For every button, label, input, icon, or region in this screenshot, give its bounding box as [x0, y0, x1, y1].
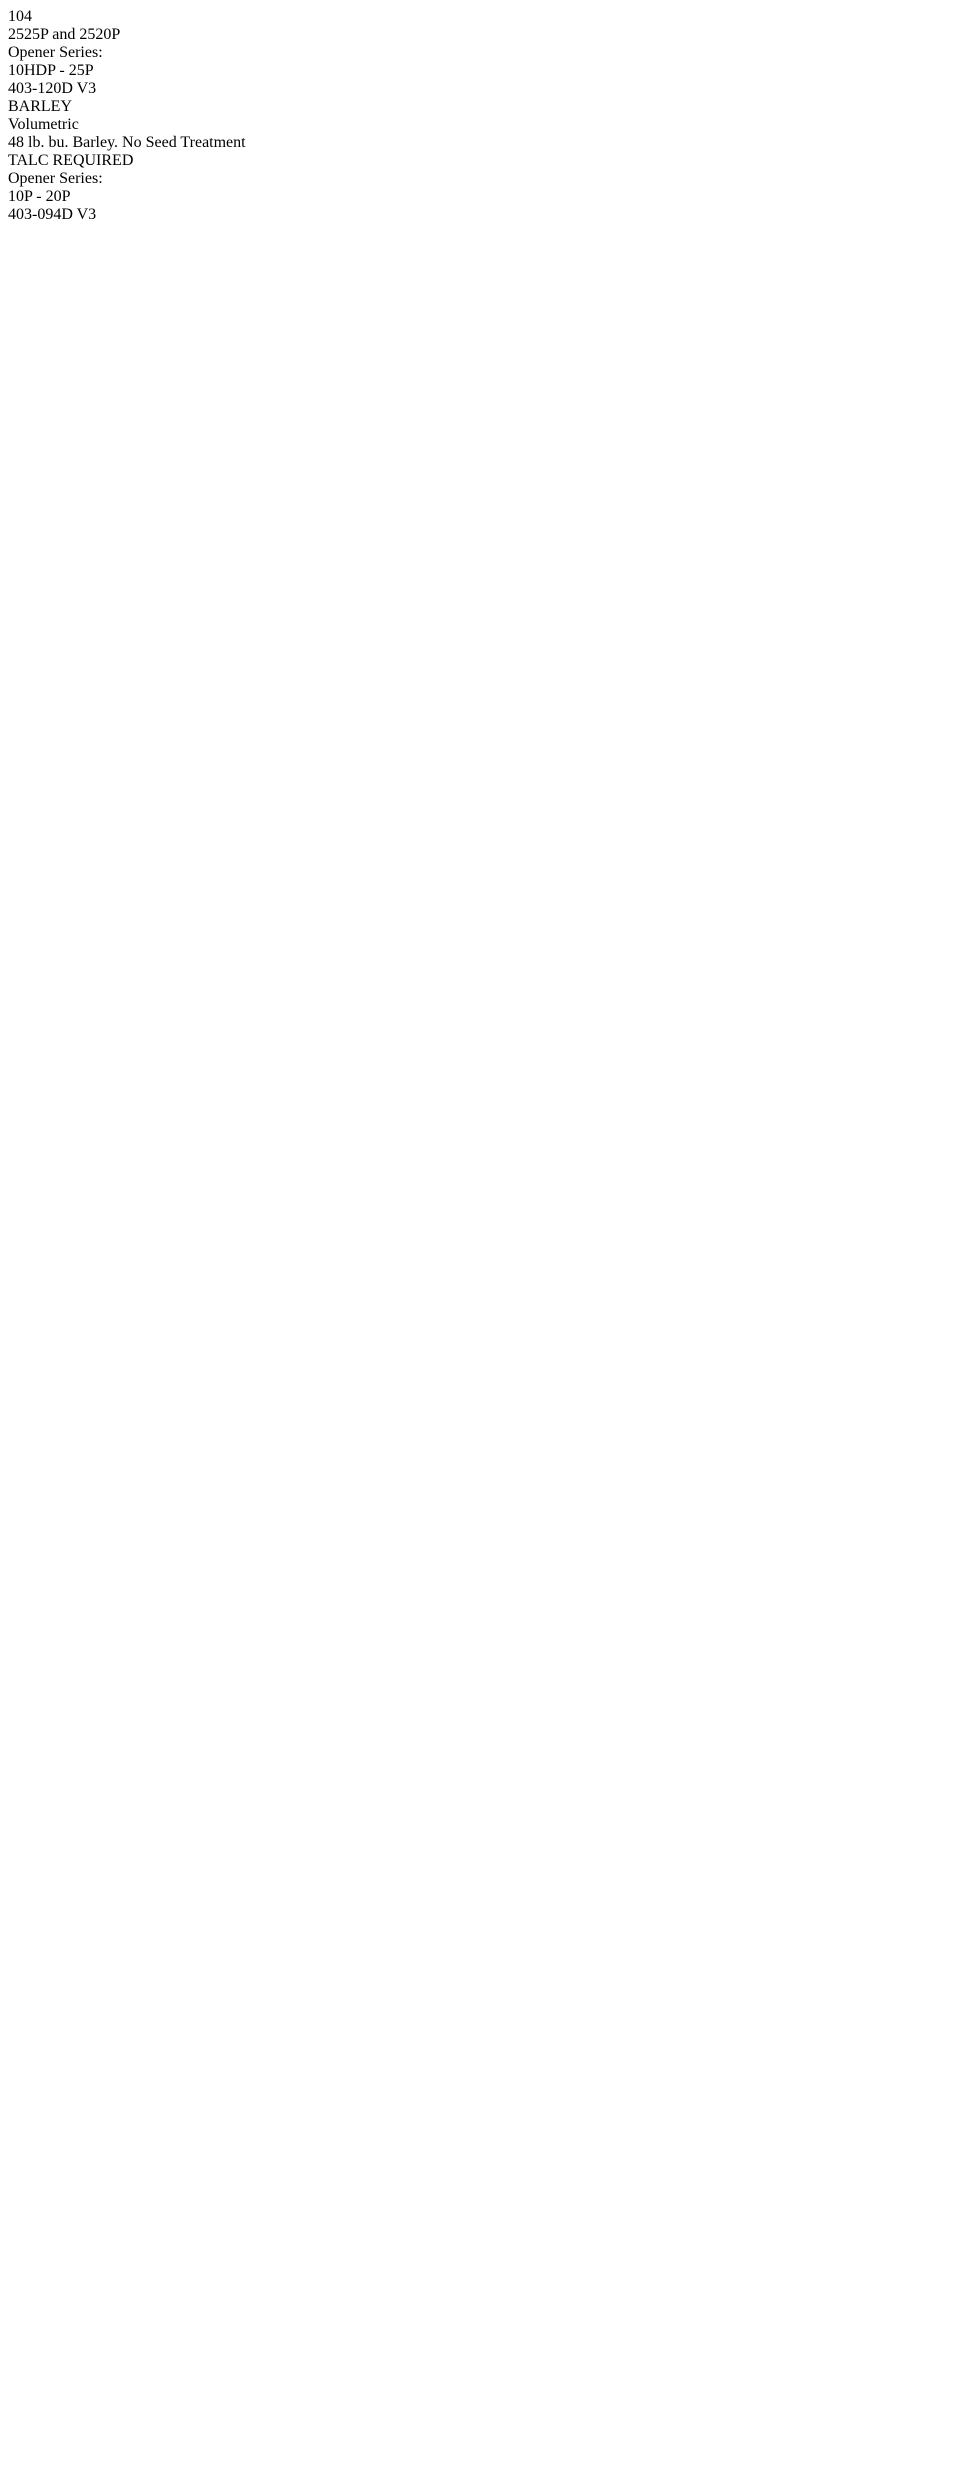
page-title: 2525P and 2520P — [8, 26, 121, 43]
right-opener-series: 10P - 20P — [8, 188, 71, 205]
right-opener-label: Opener Series: — [8, 170, 103, 187]
vline-driven — [8, 1773, 9, 2470]
vline-s1 — [8, 370, 9, 510]
vline-s4 — [8, 790, 9, 930]
crop-description: 48 lb. bu. Barley. No Seed Treatment — [8, 134, 246, 151]
left-opener-label: Opener Series: — [8, 44, 103, 61]
left-opener-model: 403-120D V3 — [8, 80, 97, 97]
vline-drill — [8, 230, 9, 370]
vline-s3 — [8, 650, 9, 790]
data-top-line — [8, 229, 723, 230]
vline-s2 — [8, 510, 9, 650]
crop-name: BARLEY — [8, 98, 72, 115]
crop-note: TALC REQUIRED — [8, 152, 134, 169]
crop-method: Volumetric — [8, 116, 79, 133]
vline-driver — [8, 930, 9, 1773]
page-number: 104 — [8, 8, 32, 25]
right-opener-model: 403-094D V3 — [8, 206, 97, 223]
left-opener-series: 10HDP - 25P — [8, 62, 94, 79]
